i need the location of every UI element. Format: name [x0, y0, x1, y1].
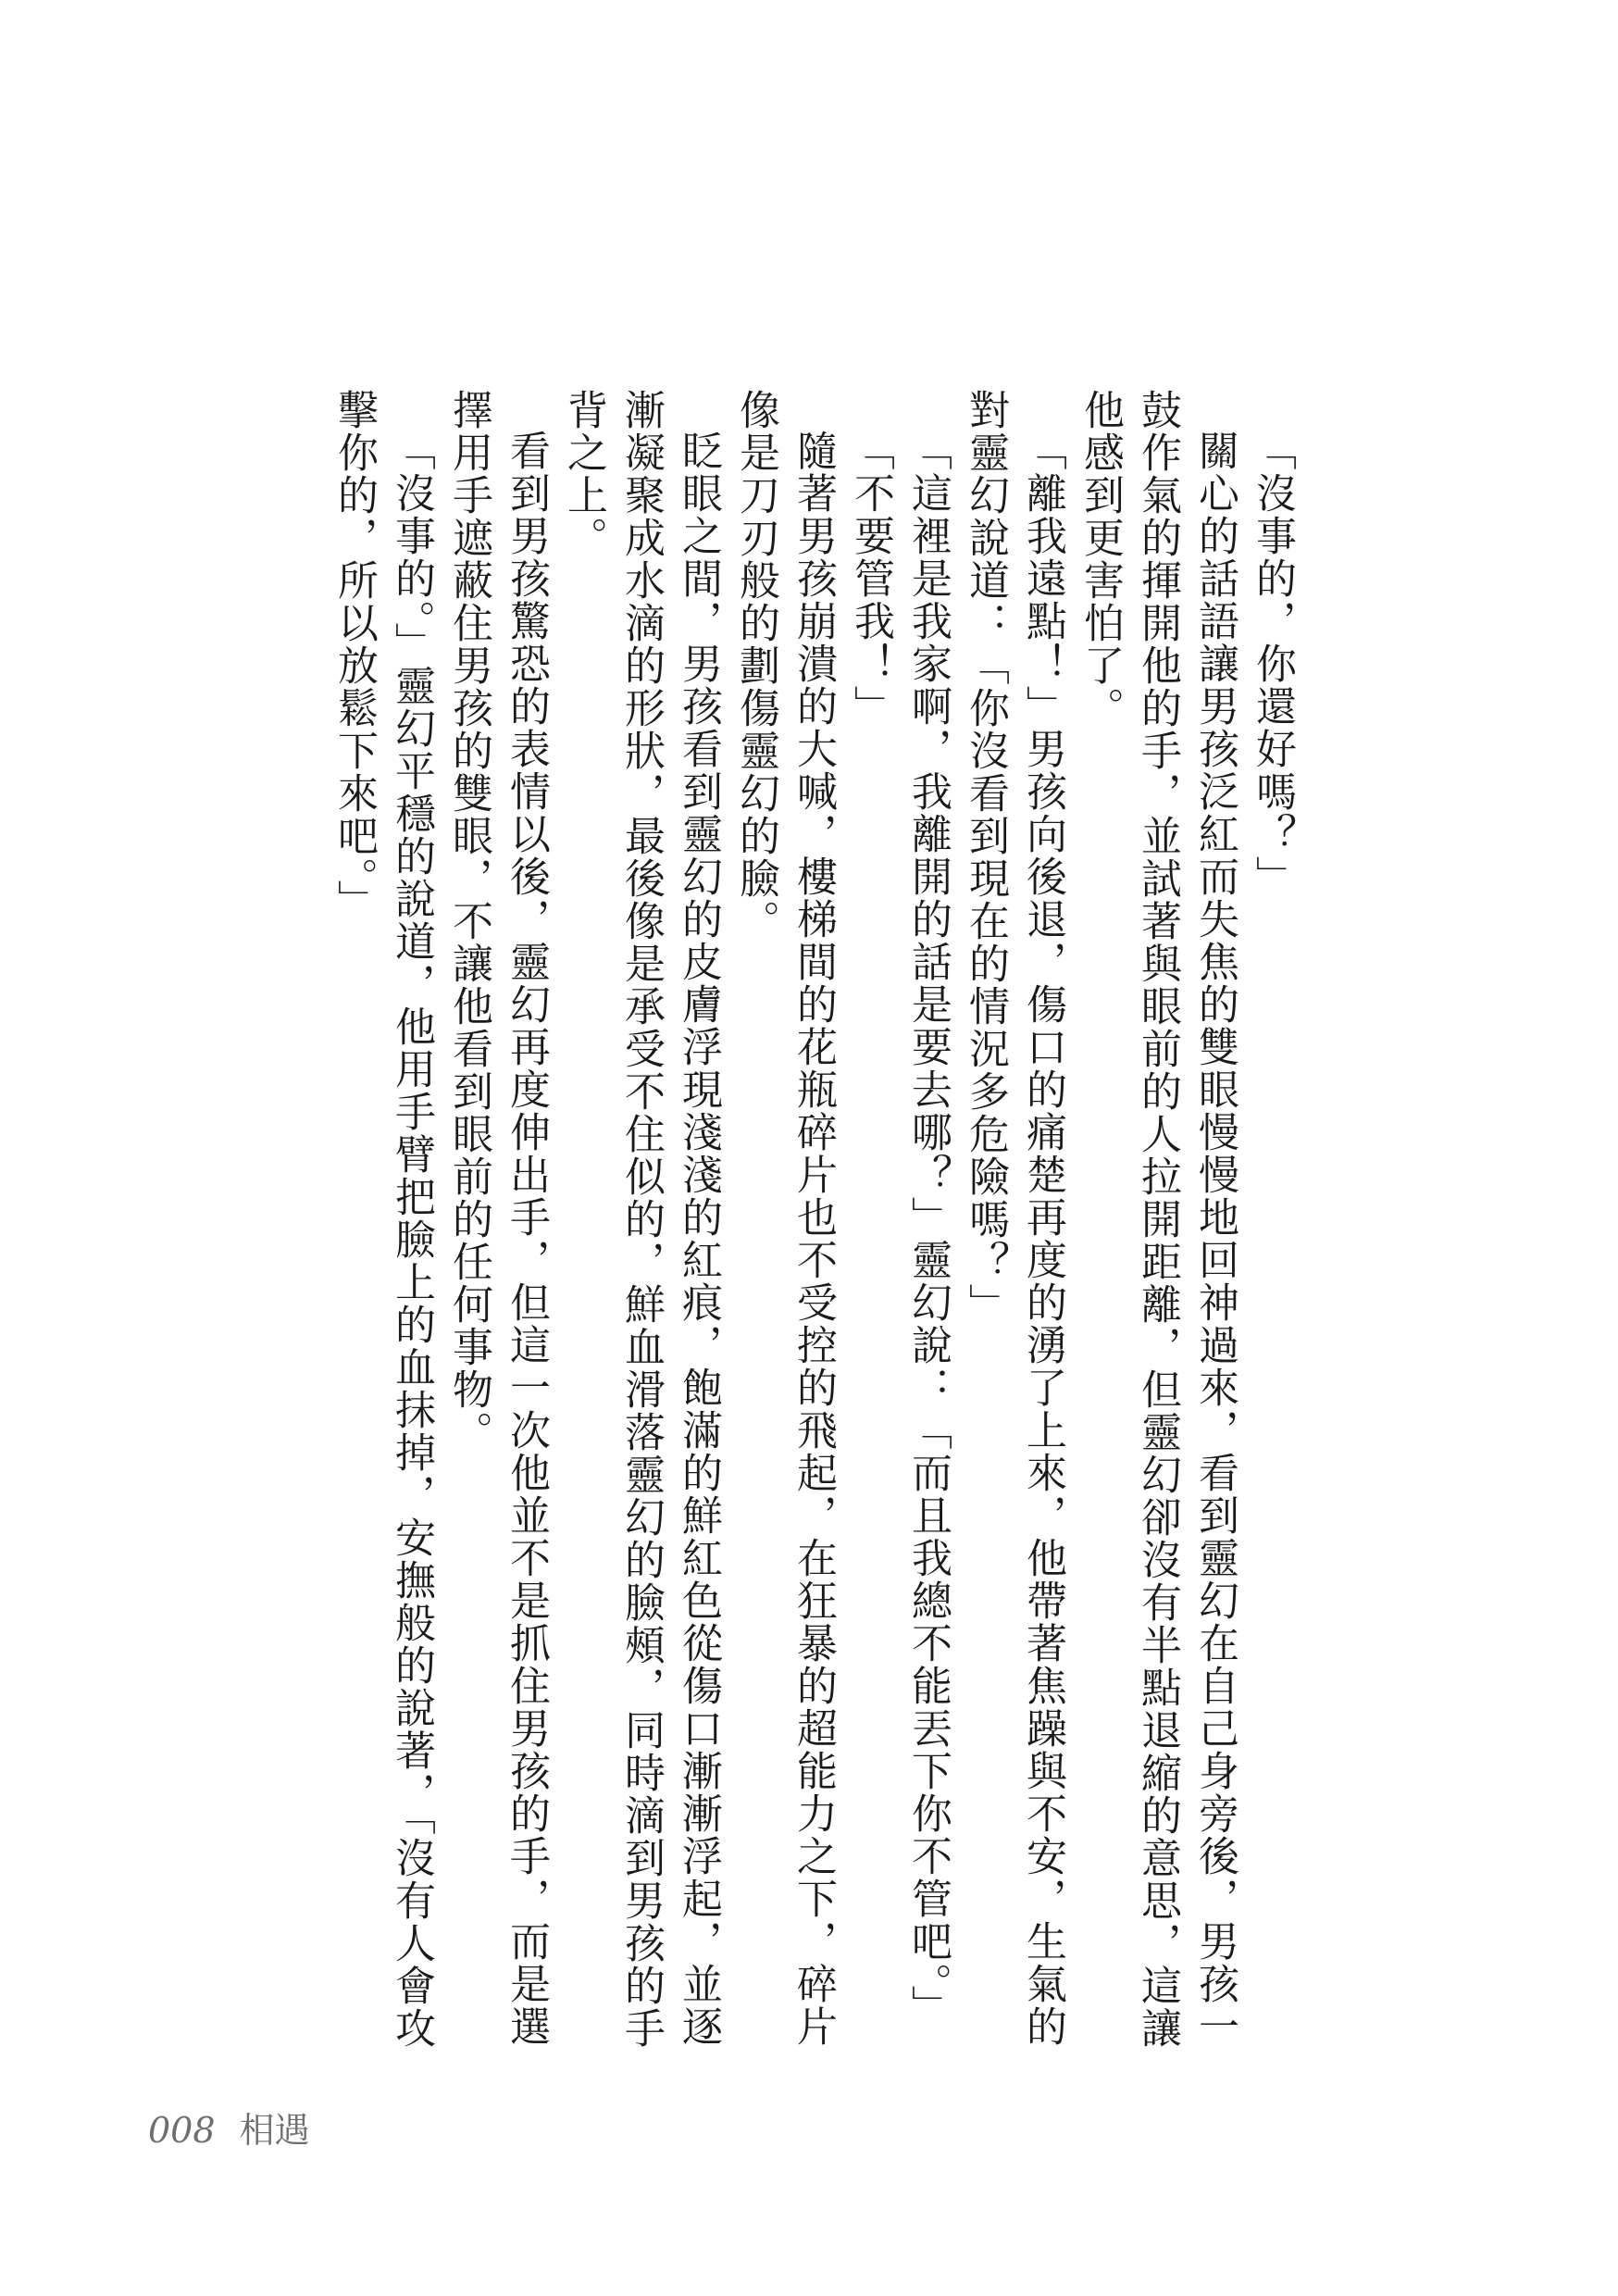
paragraph-3: 「離我遠點！」男孩向後退，傷口的痛楚再度的湧了上來，他帶著焦躁與不安，生氣的對靈幻說道：「你沒看到現在的情況多危險嗎？」	[962, 389, 1066, 2048]
page-number: 008	[148, 2110, 216, 2151]
chapter-title: 相遇	[239, 2110, 310, 2151]
paragraph-9: 「沒事的。」靈幻平穩的說道，他用手臂把臉上的血抹掉，安撫般的說著，「沒有人會攻擊你的，所以放鬆下來吧。」	[330, 389, 435, 2050]
paragraph-6: 隨著男孩崩潰的大喊，樓梯間的花瓶碎片也不受控的飛起，在狂暴的超能力之下，碎片像是刀刃般的劃傷靈幻的臉。	[732, 389, 837, 2048]
paragraph-8: 看到男孩驚恐的表情以後，靈幻再度伸出手，但這一次他並不是抓住男孩的手，而是選擇用手遮蔽住男孩的雙眼，不讓他看到眼前的任何事物。	[445, 389, 550, 2048]
paragraph-4: 「這裡是我家啊，我離開的話是要去哪？」靈幻說：「而且我總不能丟下你不管吧。」	[904, 430, 952, 2028]
page-footer	[148, 2102, 310, 2157]
paragraph-5: 「不要管我！」	[847, 430, 894, 728]
paragraph-2: 關心的話語讓男孩泛紅而失焦的雙眼慢慢地回神過來，看到靈幻在自己身旁後，男孩一鼓作氣的揮開他的手，並試著與眼前的人拉開距離，但靈幻卻沒有半點退縮的意思，這讓他感到更害怕了。	[1077, 389, 1238, 2050]
paragraph-7: 眨眼之間，男孩看到靈幻的皮膚浮現淺淺的紅痕，飽滿的鮮紅色從傷口漸漸浮起，並逐漸凝聚成水滴的形狀，最後像是承受不住似的，鮮血滑落靈幻的臉頰，同時滴到男孩的手背之上。	[560, 389, 722, 2050]
vertical-text-body	[301, 389, 1301, 2055]
paragraph-1: 「沒事的，你還好嗎？」	[1249, 430, 1296, 898]
